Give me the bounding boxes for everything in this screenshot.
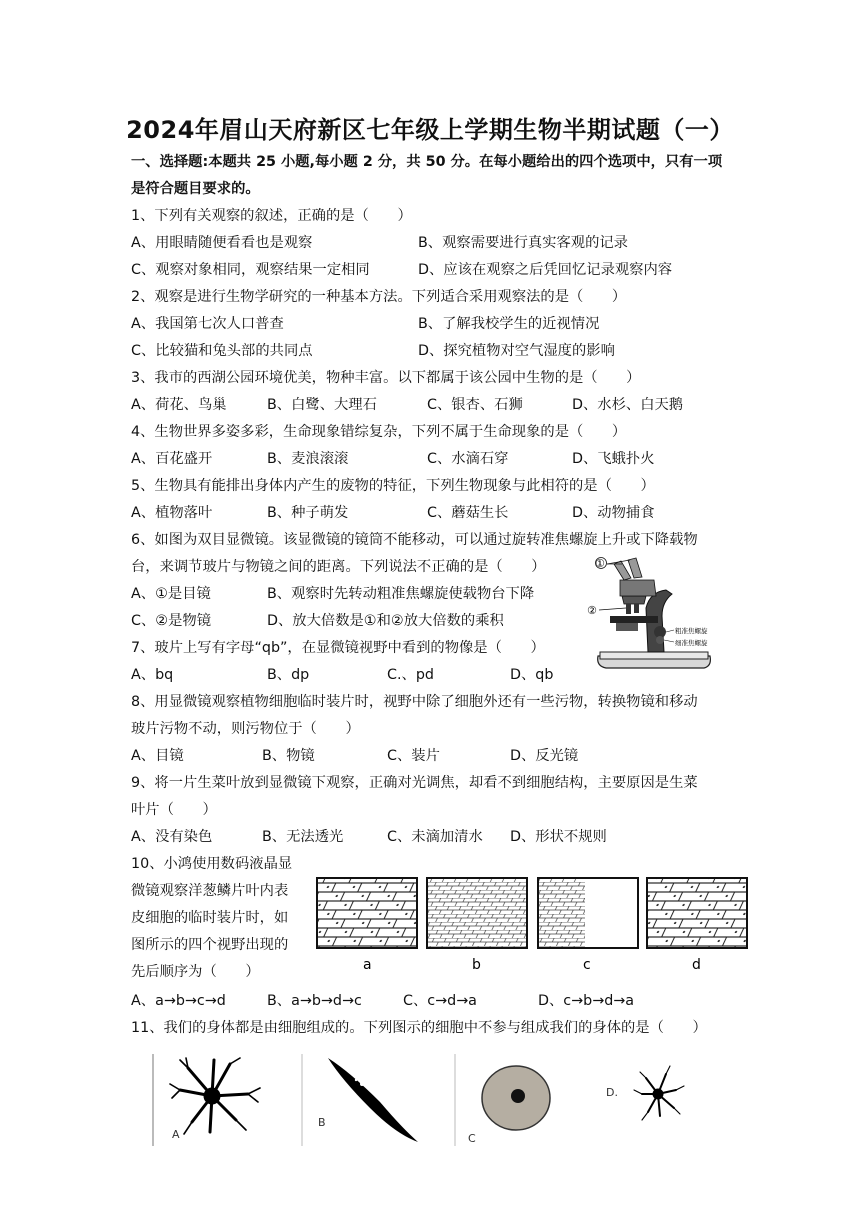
question-2-stem: 2、观察是进行生物学研究的一种基本方法。下列适合采用观察法的是（ ） bbox=[131, 289, 627, 305]
view-a bbox=[317, 878, 417, 948]
question-6-option-d[interactable]: D、放大倍数是①和②放大倍数的乘积 bbox=[267, 613, 504, 629]
question-6-option-b[interactable]: B、观察时先转动粗准焦螺旋使载物台下降 bbox=[267, 586, 535, 602]
view-d bbox=[647, 878, 747, 948]
question-1-option-c[interactable]: C、观察对象相同，观察结果一定相同 bbox=[131, 262, 370, 278]
cell-label-b: B bbox=[318, 1116, 326, 1129]
question-6-option-c[interactable]: C、②是物镜 bbox=[131, 613, 211, 629]
question-10-option-a[interactable]: A、a→b→c→d bbox=[131, 993, 226, 1009]
question-10-stem-line4: 图所示的四个视野出现的 bbox=[131, 937, 289, 953]
question-9-option-b[interactable]: B、无法透光 bbox=[262, 829, 344, 845]
question-10-option-b[interactable]: B、a→b→d→c bbox=[267, 993, 362, 1009]
question-9-option-c[interactable]: C、未滴加清水 bbox=[387, 829, 483, 845]
question-3-option-b[interactable]: B、白鹭、大理石 bbox=[267, 397, 377, 413]
question-10-stem-line5: 先后顺序为（ ） bbox=[131, 964, 260, 980]
cell-label-a: A bbox=[172, 1128, 180, 1141]
question-5-option-b[interactable]: B、种子萌发 bbox=[267, 505, 349, 521]
question-6-stem-line2: 台，来调节玻片与物镜之间的距离。下列说法不正确的是（ ） bbox=[131, 559, 546, 575]
question-1-option-b[interactable]: B、观察需要进行真实客观的记录 bbox=[418, 235, 628, 251]
microscope-label-2: ② bbox=[587, 604, 597, 617]
question-7-option-c[interactable]: C.、pd bbox=[387, 667, 434, 683]
question-7-option-b[interactable]: B、dp bbox=[267, 667, 310, 683]
question-5-stem: 5、生物具有能排出身体内产生的废物的特征，下列生物现象与此相符的是（ ） bbox=[131, 478, 655, 494]
question-2-option-a[interactable]: A、我国第七次人口普查 bbox=[131, 316, 284, 332]
question-8-stem-line2: 玻片污物不动，则污物位于（ ） bbox=[131, 721, 360, 737]
view-label-b: b bbox=[472, 957, 481, 973]
question-10-stem-line1: 10、小鸿使用数码液晶显 bbox=[131, 856, 293, 872]
onion-cell-views-figure bbox=[314, 874, 750, 974]
question-8-option-b[interactable]: B、物镜 bbox=[262, 748, 315, 764]
question-3-option-d[interactable]: D、水杉、白天鹅 bbox=[572, 397, 684, 413]
cell-types-figure bbox=[150, 1050, 710, 1150]
question-4-stem: 4、生物世界多姿多彩，生命现象错综复杂，下列不属于生命现象的是（ ） bbox=[131, 424, 627, 440]
cell-d-neuron bbox=[634, 1066, 684, 1120]
view-label-c: c bbox=[583, 957, 591, 973]
question-5-option-a[interactable]: A、植物落叶 bbox=[131, 505, 213, 521]
question-4-option-d[interactable]: D、飞蛾扑火 bbox=[572, 451, 655, 467]
question-2-option-b[interactable]: B、了解我校学生的近视情况 bbox=[418, 316, 600, 332]
view-label-a: a bbox=[363, 957, 372, 973]
question-10-option-c[interactable]: C、c→d→a bbox=[403, 993, 477, 1009]
question-2-option-c[interactable]: C、比较猫和兔头部的共同点 bbox=[131, 343, 313, 359]
question-8-stem-line1: 8、用显微镜观察植物细胞临时装片时，视野中除了细胞外还有一些污物，转换物镜和移动 bbox=[131, 694, 698, 710]
question-9-option-a[interactable]: A、没有染色 bbox=[131, 829, 213, 845]
cell-label-d: D. bbox=[606, 1086, 618, 1099]
coarse-focus-label: 粗准焦螺旋 bbox=[675, 627, 708, 635]
question-11-stem: 11、我们的身体都是由细胞组成的。下列图示的细胞中不参与组成我们的身体的是（ ） bbox=[131, 1020, 707, 1036]
question-7-stem: 7、玻片上写有字母“qb”，在显微镜视野中看到的物像是（ ） bbox=[131, 640, 545, 656]
question-8-option-c[interactable]: C、装片 bbox=[387, 748, 440, 764]
question-1-stem: 1、下列有关观察的叙述，正确的是（ ） bbox=[131, 208, 412, 224]
section-heading-line2: 是符合题目要求的。 bbox=[131, 181, 260, 197]
cell-a-neuron bbox=[170, 1058, 260, 1134]
view-label-d: d bbox=[692, 957, 701, 973]
question-9-option-d[interactable]: D、形状不规则 bbox=[510, 829, 607, 845]
question-5-option-c[interactable]: C、蘑菇生长 bbox=[427, 505, 509, 521]
cell-label-c: C bbox=[468, 1132, 476, 1145]
view-b bbox=[427, 878, 527, 948]
question-10-option-d[interactable]: D、c→b→d→a bbox=[538, 993, 635, 1009]
question-8-option-a[interactable]: A、目镜 bbox=[131, 748, 184, 764]
question-6-stem-line1: 6、如图为双目显微镜。该显微镜的镜筒不能移动，可以通过旋转准焦螺旋上升或下降载物 bbox=[131, 532, 698, 548]
question-7-option-a[interactable]: A、bq bbox=[131, 667, 174, 683]
fine-focus-label: 细准焦螺旋 bbox=[675, 639, 708, 647]
question-4-option-a[interactable]: A、百花盛开 bbox=[131, 451, 213, 467]
question-1-option-a[interactable]: A、用眼睛随便看看也是观察 bbox=[131, 235, 313, 251]
page-title: 2024年眉山天府新区七年级上学期生物半期试题（一） bbox=[126, 116, 734, 144]
cell-b-muscle bbox=[328, 1058, 418, 1142]
question-2-option-d[interactable]: D、探究植物对空气湿度的影响 bbox=[418, 343, 615, 359]
question-4-option-b[interactable]: B、麦浪滚滚 bbox=[267, 451, 349, 467]
question-4-option-c[interactable]: C、水滴石穿 bbox=[427, 451, 509, 467]
microscope-label-1: ① bbox=[595, 557, 605, 570]
section-heading-line1: 一、选择题:本题共 25 小题,每小题 2 分，共 50 分。在每小题给出的四个选项中，只有一项 bbox=[131, 154, 723, 170]
question-9-stem-line2: 叶片（ ） bbox=[131, 802, 217, 818]
question-3-option-a[interactable]: A、荷花、鸟巢 bbox=[131, 397, 227, 413]
question-9-stem-line1: 9、将一片生菜叶放到显微镜下观察，正确对光调焦，却看不到细胞结构，主要原因是生菜 bbox=[131, 775, 698, 791]
question-1-option-d[interactable]: D、应该在观察之后凭回忆记录观察内容 bbox=[418, 262, 673, 278]
question-6-option-a[interactable]: A、①是目镜 bbox=[131, 586, 211, 602]
microscope-figure bbox=[576, 556, 726, 672]
question-8-option-d[interactable]: D、反光镜 bbox=[510, 748, 579, 764]
question-10-stem-line3: 皮细胞的临时装片时，如 bbox=[131, 910, 289, 926]
question-10-stem-line2: 微镜观察洋葱鳞片叶内表 bbox=[131, 883, 289, 899]
question-5-option-d[interactable]: D、动物捕食 bbox=[572, 505, 655, 521]
question-7-option-d[interactable]: D、qb bbox=[510, 667, 554, 683]
question-3-stem: 3、我市的西湖公园环境优美，物种丰富。以下都属于该公园中生物的是（ ） bbox=[131, 370, 641, 386]
question-3-option-c[interactable]: C、银杏、石狮 bbox=[427, 397, 523, 413]
